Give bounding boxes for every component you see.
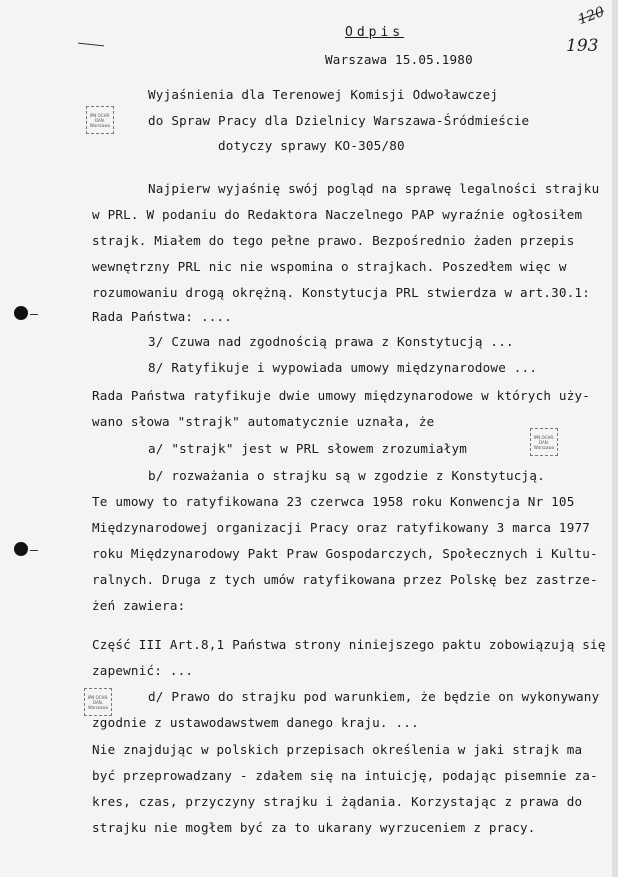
body-line: 3/ Czuwa nad zgodnością prawa z Konstytucją ... (148, 334, 514, 349)
document-title: Odpis (345, 25, 405, 40)
body-line: wano słowa "strajk" automatycznie uznała, że (92, 414, 435, 429)
body-line: kres, czas, przyczyny strajku i żądania. Korzystając z prawa do (92, 794, 583, 809)
body-line: zgodnie z ustawodawstwem danego kraju. ... (92, 715, 419, 730)
body-line: ralnych. Druga z tych umów ratyfikowana przez Polskę bez zastrze- (92, 572, 598, 587)
body-line: w PRL. W podaniu do Redaktora Naczelnego PAP wyraźnie ogłosiłem (92, 207, 583, 222)
body-line: Rada Państwa ratyfikuje dwie umowy międzynarodowe w których uży- (92, 388, 591, 403)
heading-line-1: Wyjaśnienia dla Terenowej Komisji Odwoławczej (148, 87, 499, 102)
page-edge (612, 0, 618, 877)
folio-number-bottom: 193 (566, 36, 599, 56)
body-line: zapewnić: ... (92, 663, 194, 678)
body-line: Rada Państwa: .... (92, 309, 233, 324)
body-line: d/ Prawo do strajku pod warunkiem, że będzie on wykonywany (148, 689, 600, 704)
body-line: rozumowaniu drogą okrężną. Konstytucja PRL stwierdza w art.30.1: (92, 285, 591, 300)
body-line: żeń zawiera: (92, 598, 186, 613)
margin-mark (30, 550, 38, 551)
archive-stamp: IPN OCHR. DAN. Warszawa (86, 106, 114, 134)
margin-mark (78, 43, 104, 47)
margin-mark (30, 314, 38, 315)
body-line: być przeprowadzany - zdałem się na intuicję, podając pisemnie za- (92, 768, 598, 783)
archive-stamp: IPN OCHR. DAN. Warszawa (530, 428, 558, 456)
archive-stamp: IPN OCHR. DAN. Warszawa (84, 688, 112, 716)
body-line: Część III Art.8,1 Państwa strony niniejszego paktu zobowiązują się (92, 637, 606, 652)
punch-hole (14, 306, 28, 320)
heading-line-2: do Spraw Pracy dla Dzielnicy Warszawa-Śródmieście (148, 113, 530, 128)
body-line: strajk. Miałem do tego pełne prawo. Bezpośrednio żaden przepis (92, 233, 575, 248)
body-line: b/ rozważania o strajku są w zgodzie z Konstytucją. (148, 468, 545, 483)
body-line: 8/ Ratyfikuje i wypowiada umowy międzynarodowe ... (148, 360, 538, 375)
document-date: Warszawa 15.05.1980 (325, 52, 473, 67)
heading-line-3: dotyczy sprawy KO-305/80 (218, 138, 405, 153)
body-line: Te umowy to ratyfikowana 23 czerwca 1958 roku Konwencja Nr 105 (92, 494, 575, 509)
folio-number-top: 120 (576, 3, 607, 29)
body-line: a/ "strajk" jest w PRL słowem zrozumiałym (148, 441, 468, 456)
body-line: strajku nie mogłem być za to ukarany wyrzuceniem z pracy. (92, 820, 536, 835)
body-line: Najpierw wyjaśnię swój pogląd na sprawę legalności strajku (148, 181, 600, 196)
punch-hole (14, 542, 28, 556)
body-line: roku Międzynarodowy Pakt Praw Gospodarczych, Społecznych i Kultu- (92, 546, 598, 561)
body-line: wewnętrzny PRL nic nie wspomina o strajkach. Poszedłem więc w (92, 259, 567, 274)
body-line: Międzynarodowej organizacji Pracy oraz ratyfikowany 3 marca 1977 (92, 520, 591, 535)
body-line: Nie znajdując w polskich przepisach określenia w jaki strajk ma (92, 742, 583, 757)
